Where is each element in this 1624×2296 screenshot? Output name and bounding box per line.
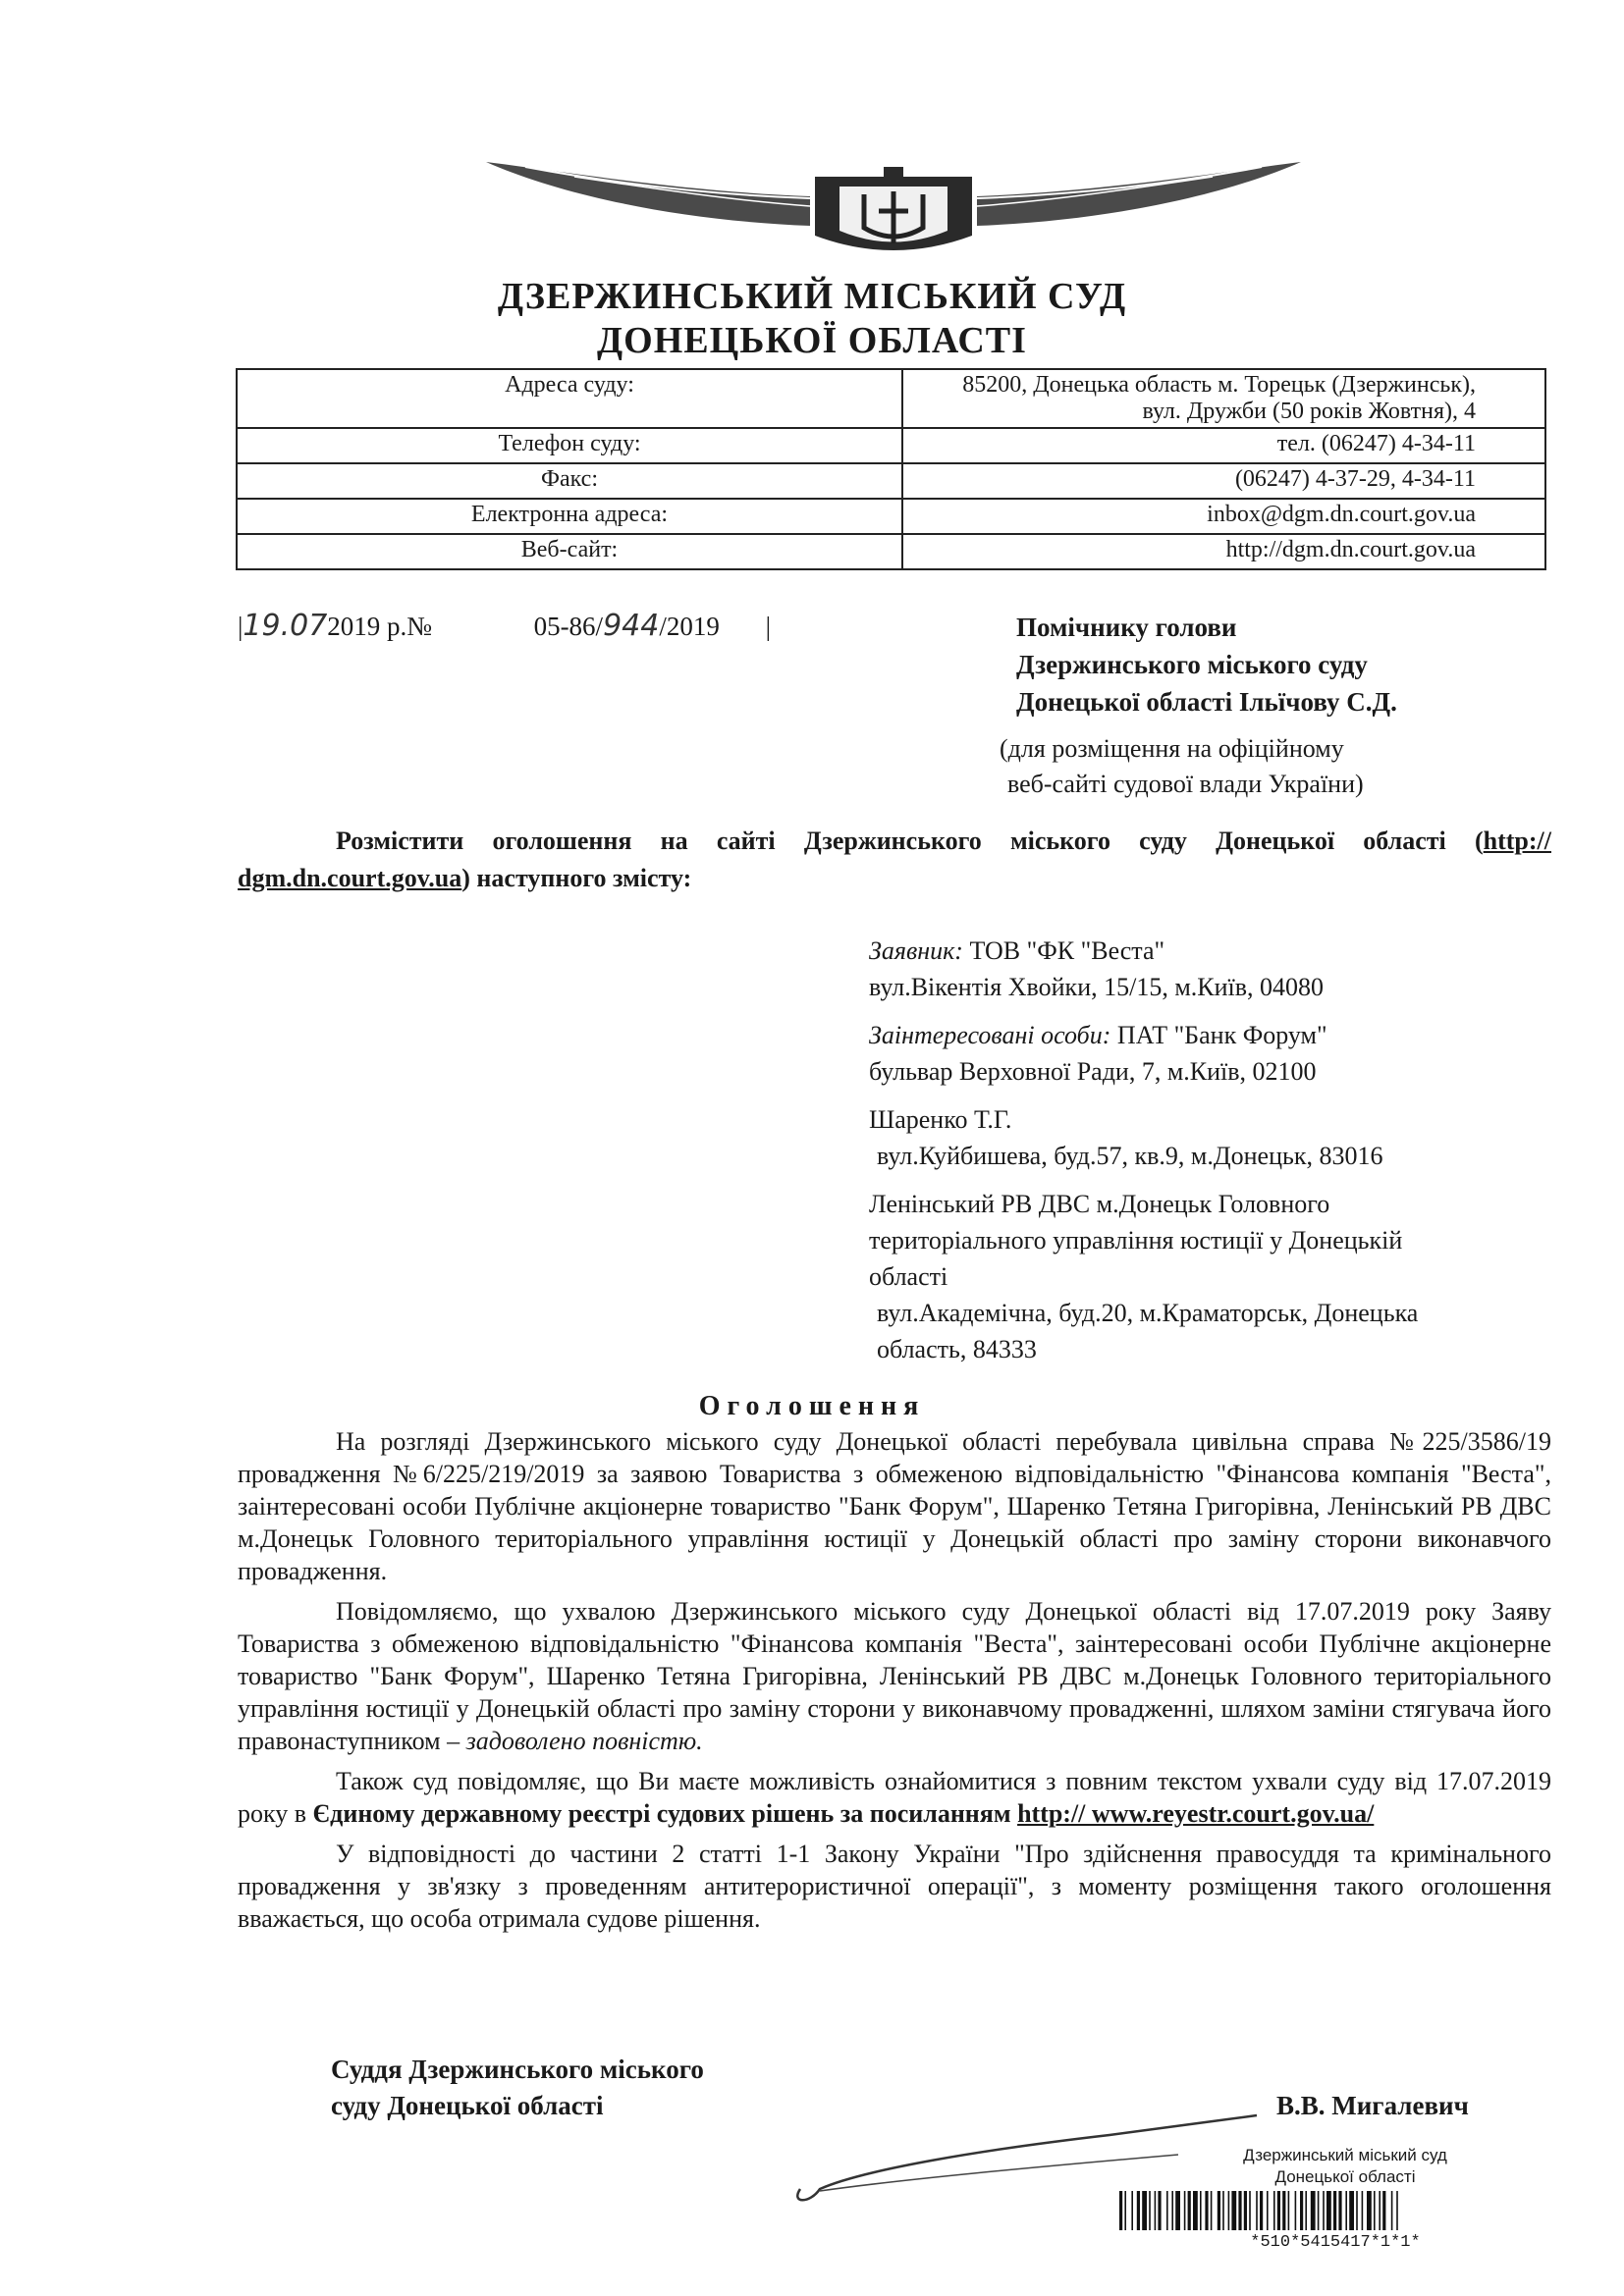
registration-line <box>238 609 771 643</box>
handwritten-number: 944 <box>603 609 660 643</box>
contact-value: (06247) 4-37-29, 4-34-11 <box>902 463 1545 499</box>
registry-phrase: Єдиному державному реєстрі судових рішень за посиланням <box>312 1799 1018 1828</box>
party-address: область, 84333 <box>877 1335 1037 1363</box>
registration-number-suffix: /2019 <box>659 612 720 641</box>
registry-link[interactable]: http:// www.reyestr.court.gov.ua/ <box>1017 1799 1375 1828</box>
contact-label: Електронна адреса: <box>237 499 902 534</box>
court-contacts-table <box>236 368 1546 570</box>
court-title-line1: ДЗЕРЖИНСЬКИЙ МІСЬКИЙ СУД <box>497 276 1127 317</box>
party-name: ПАТ "Банк Форум" <box>1116 1021 1327 1049</box>
judge-title <box>331 2052 704 2124</box>
party-address: вул.Куйбишева, буд.57, кв.9, м.Донецьк, 83016 <box>877 1142 1383 1170</box>
table-row <box>237 499 1545 534</box>
bracket-open: | <box>238 612 244 641</box>
instruction-text: Розмістити оголошення на сайті Дзержинського міського суду Донецької області ( <box>336 827 1484 855</box>
barcode-icon <box>1119 2191 1551 2230</box>
note-line: веб-сайті судової влади України) <box>1007 770 1364 798</box>
party-address: бульвар Верховної Ради, 7, м.Київ, 02100 <box>869 1057 1317 1086</box>
decision-result: задоволено повністю. <box>465 1727 703 1755</box>
contact-label: Телефон суду: <box>237 428 902 463</box>
stamp-line: Дзержинський міський суд <box>1243 2146 1447 2164</box>
table-row <box>237 463 1545 499</box>
stamp-line: Донецької області <box>1274 2167 1416 2186</box>
registration-number-prefix: 05-86/ <box>533 612 604 641</box>
addressee-block <box>1016 609 1397 721</box>
publication-note <box>1000 731 1364 802</box>
announcement-title: Оголошення <box>698 1391 926 1421</box>
registration-stamp <box>1213 2145 1478 2188</box>
announcement-paragraph <box>238 1595 1551 1757</box>
instruction-paragraph <box>238 823 1551 897</box>
contact-value: тел. (06247) 4-34-11 <box>902 428 1545 463</box>
handwritten-date: 19.07 <box>243 609 328 643</box>
barcode-number: *510*5415417*1*1* <box>1250 2233 1421 2252</box>
addressee-line: Помічнику голови <box>1016 613 1237 642</box>
announcement-body <box>238 1425 1551 1943</box>
party-interested <box>869 1017 1418 1090</box>
party-name: Шаренко Т.Г. <box>869 1105 1012 1134</box>
note-line: (для розміщення на офіційному <box>1000 734 1344 763</box>
party-applicant <box>869 933 1418 1005</box>
address-line: 85200, Донецька область м. Торецьк (Дзержинськ), <box>962 372 1476 398</box>
table-row <box>237 534 1545 569</box>
contact-label: Адреса суду: <box>237 369 902 428</box>
table-row <box>237 428 1545 463</box>
party-name: Ленінський РВ ДВС м.Донецьк Головного <box>869 1190 1330 1218</box>
party-address: вул.Вікентія Хвойки, 15/15, м.Київ, 04080 <box>869 973 1325 1001</box>
trident-coat-of-arms-icon <box>486 137 1301 265</box>
judge-title-line: Суддя Дзержинського міського <box>331 2055 704 2084</box>
instruction-text-end: ) наступного змісту: <box>461 864 692 892</box>
paragraph-text: Повідомляємо, що ухвалою Дзержинського міського суду Донецької області від 17.07.2019 року Заяву Товариства з обмеженою відповідальністю "Фінансова компанія "Веста", заінтересовані особи Публічне акціонерне товариство "Банк Форум", Шаренко Тетяна Григорівна, Ленінський РВ ДВС м.Донецьк Головного територіального управління юстиції у Донецькій області про заміну сторони у виконавчому провадженні, шляхом заміни стягувача його правонаступником – <box>238 1597 1551 1755</box>
paragraph-text: Також суд повідомляє, що Ви маєте можливість ознайомитися з повним текстом ухвали суду від 17.07.2019 року в <box>238 1767 1551 1828</box>
party-dvs <box>869 1186 1418 1367</box>
party-person <box>869 1101 1418 1174</box>
judge-title-line: суду Донецької області <box>331 2091 604 2120</box>
party-name: територіального управління юстиції у Донецькій <box>869 1226 1403 1255</box>
contact-label: Веб-сайт: <box>237 534 902 569</box>
table-row <box>237 369 1545 428</box>
contact-email[interactable]: inbox@dgm.dn.court.gov.ua <box>902 499 1545 534</box>
party-role: Заявник: <box>869 936 963 965</box>
contact-value <box>902 369 1545 428</box>
party-name: ТОВ "ФК "Веста" <box>969 936 1165 965</box>
bracket-close: | <box>765 612 771 641</box>
parties-block <box>869 933 1418 1379</box>
addressee-line: Донецької області Ільїчову С.Д. <box>1016 687 1397 717</box>
court-title-line2: ДОНЕЦЬКОЇ ОБЛАСТІ <box>597 320 1027 361</box>
announcement-paragraph <box>238 1765 1551 1830</box>
address-line: вул. Дружби (50 років Жовтня), 4 <box>1142 399 1476 424</box>
judge-name: В.В. Мигалевич <box>1276 2091 1469 2120</box>
announcement-paragraph: На розгляді Дзержинського міського суду Донецької області перебувала цивільна справа №225/3586/19 провадження №6/225/219/2019 за заявою Товариства з обмеженою відповідальністю "Фінансова компанія "Веста", заінтересовані особи Публічне акціонерне товариство "Банк Форум", Шаренко Тетяна Григорівна, Ленінський РВ ДВС м.Донецьк Головного територіального управління юстиції у Донецькій області про заміну сторони виконавчого провадження. <box>238 1427 1551 1585</box>
court-site-link[interactable]: http:// dgm.dn.court.gov.ua <box>238 827 1551 892</box>
contact-website-link[interactable]: http://dgm.dn.court.gov.ua <box>902 534 1545 569</box>
addressee-line: Дзержинського міського суду <box>1016 650 1368 679</box>
registration-year: 2019 р.№ <box>327 612 433 641</box>
contact-label: Факс: <box>237 463 902 499</box>
party-role: Заінтересовані особи: <box>869 1021 1111 1049</box>
announcement-paragraph: У відповідності до частини 2 статті 1-1 Закону України "Про здійснення правосуддя та кримінального провадження у зв'язку з проведенням антитерористичної операції", з моменту розміщення такого оголошення вважається, що особа отримала судове рішення. <box>238 1840 1551 1933</box>
party-name: області <box>869 1262 948 1291</box>
party-address: вул.Академічна, буд.20, м.Краматорськ, Донецька <box>877 1299 1419 1327</box>
